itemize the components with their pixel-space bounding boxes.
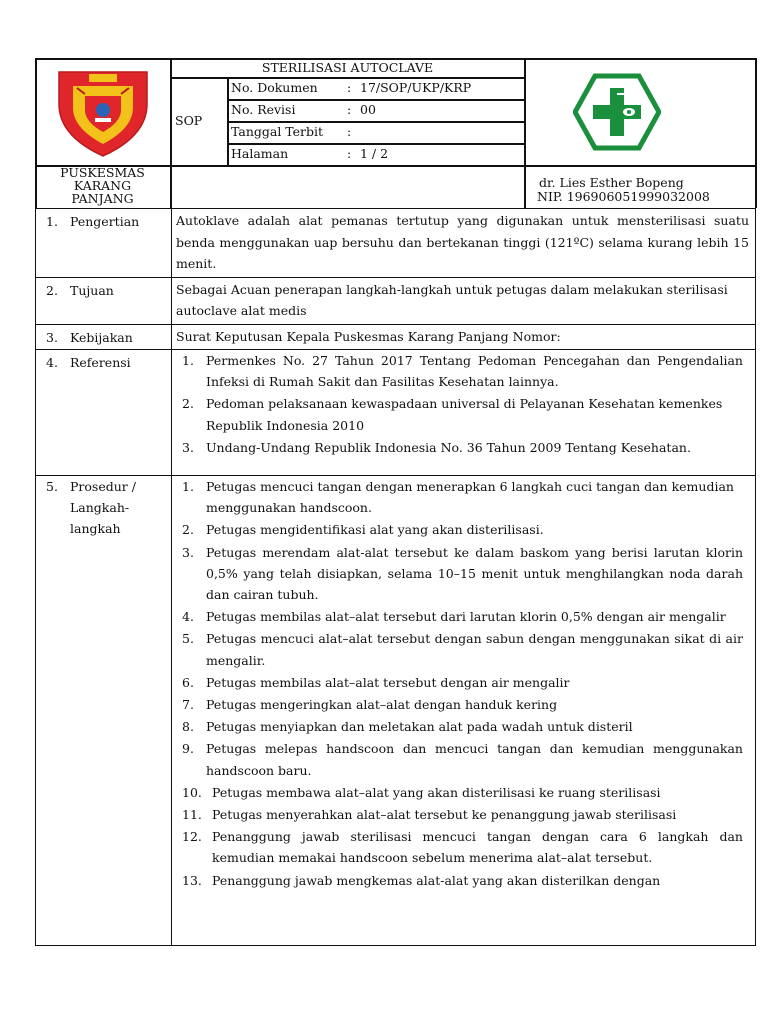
section-number: 4. — [46, 355, 58, 370]
field-value-halaman: 1 / 2 — [360, 146, 389, 161]
field-value-no-revisi: 00 — [360, 102, 376, 117]
list-item: 9. Petugas melepas handscoon dan mencuci tangan dan kemudian menggunakan handscoon baru. — [182, 741, 743, 778]
org-name-line1: PUSKESMAS — [60, 165, 145, 180]
list-item: 5. Petugas mencuci alat–alat tersebut dengan sabun dengan menggunakan sikat di air mengalir. — [182, 631, 743, 668]
section-number: 1. — [46, 214, 58, 229]
list-item: 13. Penanggung jawab mengkemas alat-alat yang akan disterilkan dengan — [182, 872, 661, 888]
section-label-referensi: Referensi — [70, 355, 131, 370]
field-sep: : — [347, 124, 352, 139]
list-item: 6. Petugas membilas alat–alat tersebut dengan air mengalir — [182, 674, 570, 690]
field-sep: : — [347, 80, 352, 95]
field-value-no-dokumen: 17/SOP/UKP/KRP — [360, 80, 472, 95]
list-item: 11. Petugas menyerahkan alat–alat tersebut ke penanggung jawab sterilisasi — [182, 807, 677, 823]
section-label-prosedur: Prosedur / — [70, 479, 136, 494]
section-number: 5. — [46, 479, 58, 494]
list-item: 2. Petugas mengidentifikasi alat yang akan disterilisasi. — [182, 522, 544, 538]
list-item: 1. Petugas mencuci tangan dengan menerapkan 6 langkah cuci tangan dan kemudian menggunakan handscoon. — [182, 479, 734, 516]
list-item: 8. Petugas menyiapkan dan meletakan alat pada wadah untuk disteril — [182, 719, 633, 735]
org-name-line3: PANJANG — [71, 191, 134, 206]
puskesmas-logo — [573, 72, 661, 152]
list-item: 10. Petugas membawa alat–alat yang akan disterilisasi ke ruang sterilisasi — [182, 784, 661, 800]
signer-name: dr. Lies Esther Bopeng — [539, 175, 684, 190]
district-crest-logo — [55, 64, 151, 162]
green-cross-hexagon-icon — [573, 72, 661, 152]
list-item: 12. Penanggung jawab sterilisasi mencuci tangan dengan cara 6 langkah dan kemudian memakai handscoon sebelum menerima alat–alat tersebut. — [182, 829, 743, 866]
section-text-pengertian: Autoklave adalah alat pemanas tertutup yang digunakan untuk mensterilisasi suatu benda menggunakan uap bersuhu dan bertekanan tinggi (121ºC) selama kurang lebih 15 menit. — [172, 209, 756, 278]
section-label-tujuan: Tujuan — [70, 282, 114, 298]
sop-content-table — [35, 208, 756, 946]
field-sep: : — [347, 102, 352, 117]
document-title: STERILISASI AUTOCLAVE — [261, 60, 434, 75]
prosedur-list — [176, 476, 749, 891]
list-item: 1. Permenkes No. 27 Tahun 2017 Tentang Pedoman Pencegahan dan Pengendalian Infeksi di Rumah Sakit dan Fasilitas Kesehatan lainnya. — [182, 353, 743, 390]
crest-shield-icon — [55, 64, 151, 162]
field-label-tanggal-terbit: Tanggal Terbit — [231, 124, 324, 139]
list-item: 4. Petugas membilas alat–alat tersebut dari larutan klorin 0,5% dengan air mengalir — [182, 609, 726, 625]
list-item: 2. Pedoman pelaksanaan kewaspadaan universal di Pelayanan Kesehatan kemenkes Republik Indonesia 2010 — [182, 396, 723, 433]
signer-nip: NIP. 196906051999032008 — [537, 189, 710, 204]
section-number: 3. — [46, 329, 58, 345]
section-label-prosedur-line3: langkah — [70, 521, 121, 536]
list-item: 3. Undang-Undang Republik Indonesia No. 36 Tahun 2009 Tentang Kesehatan. — [182, 439, 691, 455]
sop-label: SOP — [175, 113, 203, 128]
row-kebijakan — [36, 324, 756, 350]
row-referensi — [36, 350, 756, 476]
document-header — [35, 58, 756, 208]
row-prosedur — [36, 476, 756, 946]
section-label-pengertian: Pengertian — [70, 214, 140, 229]
field-sep: : — [347, 146, 352, 161]
field-label-no-dokumen: No. Dokumen — [231, 80, 318, 95]
org-name-line2: KARANG — [73, 178, 132, 193]
section-label-kebijakan: Kebijakan — [70, 329, 133, 345]
section-number: 2. — [46, 282, 58, 298]
field-label-halaman: Halaman — [231, 146, 289, 161]
section-text-kebijakan: Surat Keputusan Kepala Puskesmas Karang Panjang Nomor: — [172, 324, 756, 350]
row-tujuan — [36, 277, 756, 324]
referensi-list — [176, 350, 749, 458]
section-text-tujuan: Sebagai Acuan penerapan langkah-langkah untuk petugas dalam melakukan sterilisasi autoclave alat medis — [172, 277, 756, 324]
list-item: 3. Petugas merendam alat-alat tersebut ke dalam baskom yang berisi larutan klorin 0,5% yang telah disiapkan, selama 10–15 menit untuk menghilangkan noda darah dan cairan tubuh. — [182, 544, 743, 603]
row-pengertian — [36, 209, 756, 278]
field-label-no-revisi: No. Revisi — [231, 102, 296, 117]
section-label-prosedur-line2: Langkah- — [70, 500, 130, 515]
list-item: 7. Petugas mengeringkan alat–alat dengan handuk kering — [182, 697, 558, 713]
